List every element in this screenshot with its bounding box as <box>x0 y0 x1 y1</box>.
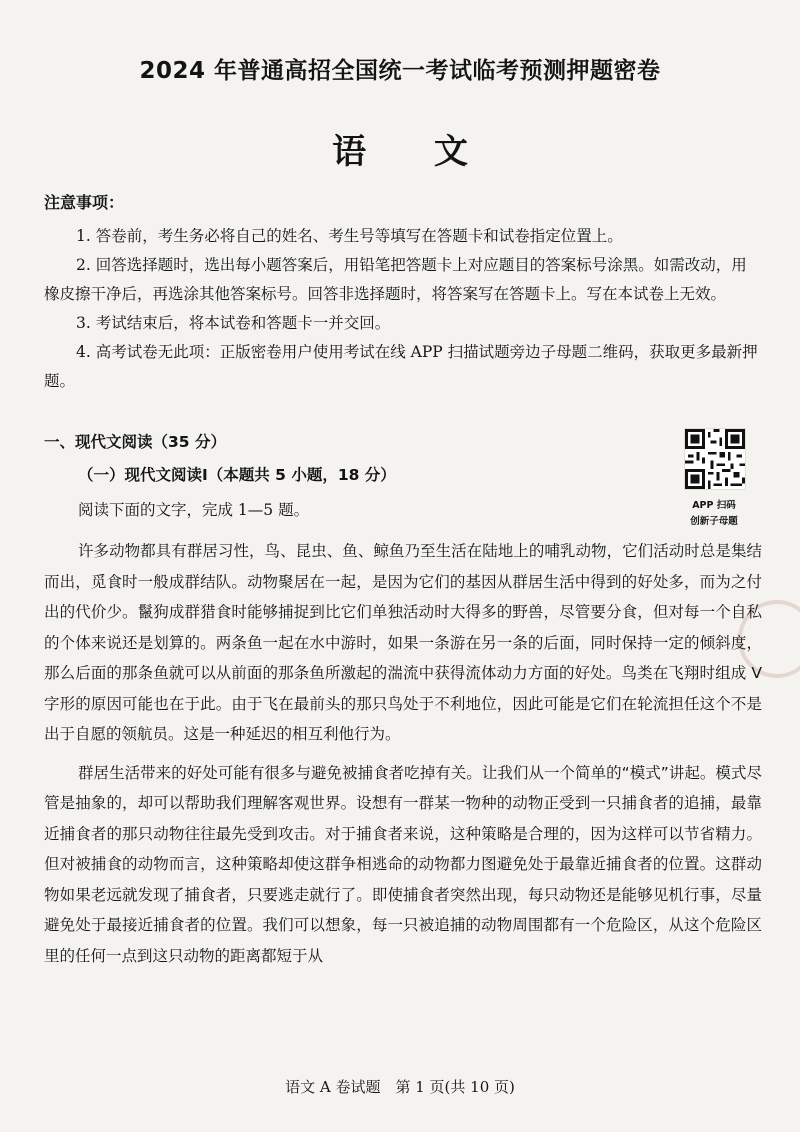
exam-title: 2024 年普通高招全国统一考试临考预测押题密卷 <box>139 58 661 84</box>
notice-heading: 注意事项： <box>44 193 125 212</box>
section-heading: 一、现代文阅读（35 分） <box>44 433 226 451</box>
reading-instruction: 阅读下面的文字，完成 1—5 题。 <box>78 501 310 519</box>
page-footer: 语文 A 卷试题 第 1 页(共 10 页) <box>285 1078 515 1096</box>
notice-item: 2. 回答选择题时，选出每小题答案后，用铅笔把答题卡上对应题目的答案标号涂黑。如需改动，用橡皮擦干净后，再选涂其他答案标号。回答非选择题时，将答案写在答题卡上。写在本试卷上无效。 <box>44 256 747 303</box>
qr-caption-line2: 创新子母题 <box>690 516 738 527</box>
passage-paragraph: 许多动物都具有群居习性，鸟、昆虫、鱼、鲸鱼乃至生活在陆地上的哺乳动物，它们活动时总是集结而出，觅食时一般成群结队。动物聚居在一起，是因为它们的基因从群居生活中得到的好处多，而为之付出的代价少。鬣狗成群猎食时能够捕捉到比它们单独活动时大得多的野兽，尽管要分食，但对每一个自私的个体来说还是划算的。两条鱼一起在水中游时，如果一条游在另一条的后面，同时保持一定的倾斜度，那么后面的那条鱼就可以从前面的那条鱼所激起的湍流中获得流体动力方面的好处。鸟类在飞翔时组成 V 字形的原因可能也在于此。由于飞在最前头的那只鸟处于不利地位，因此可能是它们在轮流担任这个不是出于自愿的领航员。这是一种延迟的相互利他行为。 <box>44 542 762 743</box>
notice-list <box>44 222 760 396</box>
subject-title: 语 文 <box>332 132 496 172</box>
qr-caption <box>674 498 754 530</box>
qr-caption-line1: APP 扫码 <box>692 500 736 511</box>
notice-item: 3. 考试结束后，将本试卷和答题卡一并交回。 <box>76 314 391 332</box>
notice-item: 1. 答卷前，考生务必将自己的姓名、考生号等填写在答题卡和试卷指定位置上。 <box>76 227 623 245</box>
sub-section-heading: （一）现代文阅读Ⅰ（本题共 5 小题，18 分） <box>78 466 396 484</box>
passage-paragraph: 群居生活带来的好处可能有很多与避免被捕食者吃掉有关。让我们从一个简单的“模式”讲起。模式尽管是抽象的，却可以帮助我们理解客观世界。设想有一群某一物种的动物正受到一只捕食者的追捕，最靠近捕食者的那只动物往往最先受到攻击。对于捕食者来说，这种策略是合理的，因为这样可以节省精力。但对被捕食的动物而言，这种策略却使这群争相逃命的动物都力图避免处于最靠近捕食者的位置。这群动物如果老远就发现了捕食者，只要逃走就行了。即使捕食者突然出现，每只动物还是能够见机行事，尽量避免处于最接近捕食者的位置。我们可以想象，每一只被追捕的动物周围都有一个危险区，从这个危险区里的任何一点到这只动物的距离都短于从 <box>44 763 762 965</box>
notice-item: 4. 高考试卷无此项：正版密卷用户使用考试在线 APP 扫描试题旁边子母题二维码，获取更多最新押题。 <box>44 343 758 390</box>
reading-passage <box>44 536 762 971</box>
qr-code-icon[interactable] <box>684 428 746 490</box>
